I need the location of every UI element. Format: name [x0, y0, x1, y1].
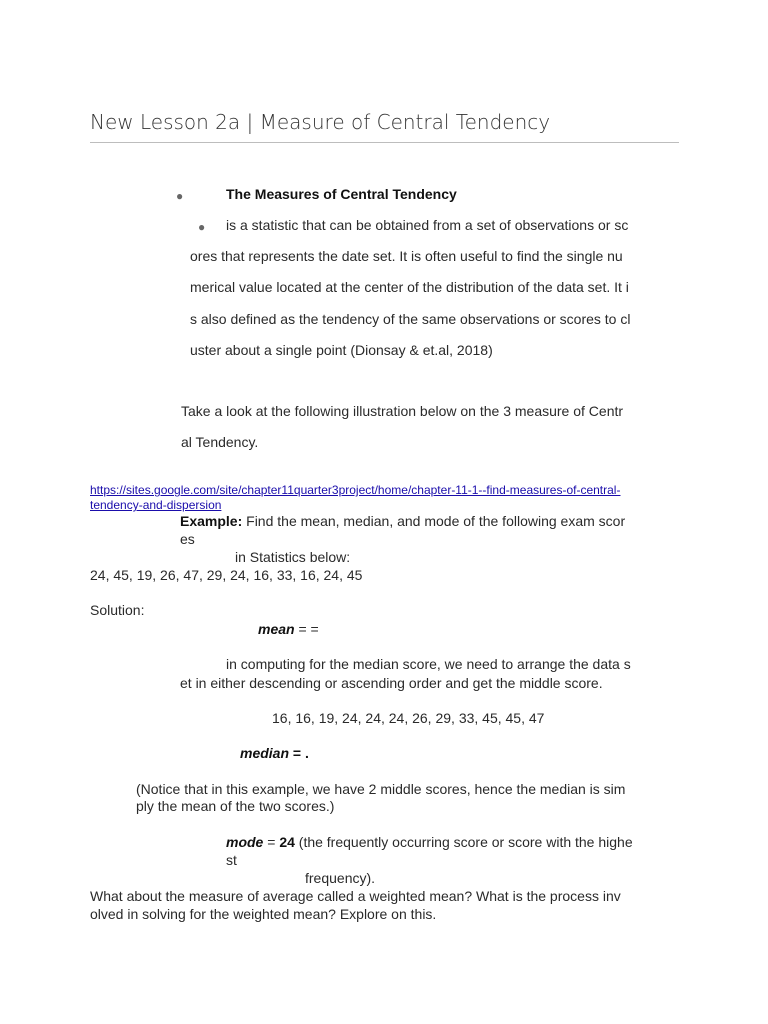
- notice-text: ply the mean of the two scores.): [136, 798, 335, 814]
- mode-equals: =: [263, 834, 280, 850]
- exam-scores: 24, 45, 19, 26, 47, 29, 24, 16, 33, 16, 24, 45: [90, 567, 363, 583]
- solution-label: Solution:: [90, 602, 145, 618]
- definition-line: s also defined as the tendency of the same observations or scores to cl: [190, 311, 631, 327]
- section-heading: The Measures of Central Tendency: [226, 186, 457, 202]
- median-label: median: [240, 745, 290, 761]
- definition-line: uster about a single point (Dionsay & et.al, 2018): [190, 342, 493, 358]
- mode-note: frequency).: [305, 870, 376, 886]
- definition-line: ores that represents the date set. It is often useful to find the single nu: [190, 248, 623, 264]
- median-formula: [240, 745, 309, 761]
- mode-label: mode: [226, 834, 264, 850]
- example-line: in Statistics below:: [235, 549, 351, 565]
- mode-note: (the frequently occurring score or score with the highe: [294, 834, 633, 850]
- page-title: New Lesson 2a | Measure of Central Tendency: [90, 110, 551, 134]
- example-text: Find the mean, median, and mode of the following exam scor: [242, 513, 626, 529]
- notice-text: (Notice that in this example, we have 2 middle scores, hence the median is sim: [136, 781, 626, 797]
- bullet-icon: ●: [198, 220, 206, 234]
- definition-line: is a statistic that can be obtained from a set of observations or sc: [226, 217, 629, 233]
- mean-formula: [258, 621, 319, 637]
- mean-label: mean: [258, 621, 295, 637]
- sorted-scores: 16, 16, 19, 24, 24, 24, 26, 29, 33, 45, 45, 47: [272, 710, 545, 726]
- bullet-icon: ●: [176, 189, 184, 203]
- reference-link[interactable]: tendency-and-dispersion: [90, 498, 222, 512]
- example-line: es: [180, 531, 195, 547]
- example-line: [180, 513, 625, 529]
- illustration-text: al Tendency.: [181, 434, 259, 450]
- reference-link[interactable]: https://sites.google.com/site/chapter11quarter3project/home/chapter-11-1--find-measures-of-central-: [90, 483, 621, 497]
- mode-formula: [226, 834, 633, 850]
- example-label: Example:: [180, 513, 243, 529]
- median-intro: et in either descending or ascending order and get the middle score.: [180, 675, 603, 691]
- median-equals: = .: [289, 745, 309, 761]
- illustration-text: Take a look at the following illustration below on the 3 measure of Centr: [181, 403, 624, 419]
- mode-value: 24: [279, 834, 295, 850]
- closing-question: olved in solving for the weighted mean? Explore on this.: [90, 906, 437, 922]
- definition-line: merical value located at the center of the distribution of the data set. It i: [190, 279, 629, 295]
- title-divider: [90, 142, 679, 143]
- mean-equals: = =: [294, 621, 319, 637]
- median-intro: in computing for the median score, we need to arrange the data s: [226, 656, 631, 672]
- mode-note: st: [226, 852, 237, 868]
- closing-question: What about the measure of average called a weighted mean? What is the process inv: [90, 888, 621, 904]
